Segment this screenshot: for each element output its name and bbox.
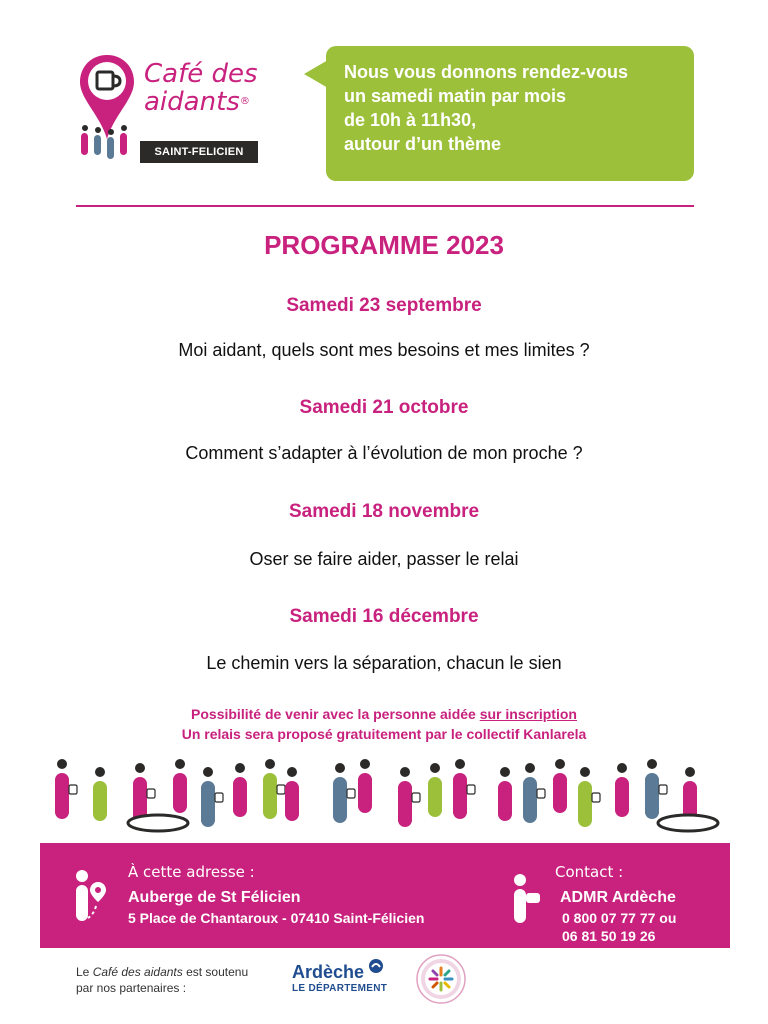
contact-label: Contact :	[555, 863, 624, 881]
person-body	[615, 777, 629, 817]
person-body	[553, 773, 567, 813]
person-head	[400, 767, 410, 777]
address-venue: Auberge de St Félicien	[128, 889, 301, 906]
intro-line: autour d’un thème	[344, 134, 501, 154]
person-head	[235, 763, 245, 773]
divider	[76, 205, 694, 207]
info-band	[40, 843, 730, 948]
coffee-cup-icon	[69, 785, 77, 794]
person-body	[428, 777, 442, 817]
person-body	[285, 781, 299, 821]
coffee-cup-icon	[592, 793, 600, 802]
person-body	[523, 777, 537, 823]
partner-collective-logo-icon	[415, 953, 467, 1005]
coffee-cup-icon	[537, 789, 545, 798]
contact-org: ADMR Ardèche	[560, 889, 676, 906]
person-head	[95, 767, 105, 777]
session-theme: Le chemin vers la séparation, chacun le sien	[206, 653, 562, 673]
registration-link[interactable]: sur inscription	[479, 706, 577, 722]
partners-note-text: Le	[76, 965, 93, 979]
coffee-cup-icon	[147, 789, 155, 798]
person-body	[173, 773, 187, 813]
logo-people-icon	[78, 122, 138, 170]
ardeche-mark-icon	[368, 958, 384, 974]
person-body	[358, 773, 372, 813]
address-street: 5 Place de Chantaroux - 07410 Saint-Félicien	[128, 910, 425, 926]
intro-line: de 10h à 11h30,	[344, 110, 477, 130]
person-head	[135, 763, 145, 773]
info-person-icon	[508, 873, 542, 925]
person-body	[263, 773, 277, 819]
partners-note-text: est soutenu	[182, 965, 249, 979]
logo-location-badge: SAINT-FELICIEN	[140, 141, 258, 163]
people-illustration	[40, 755, 730, 835]
ardeche-logo	[292, 962, 387, 994]
person-head	[57, 759, 67, 769]
person-body	[55, 773, 69, 819]
intro-text	[344, 60, 684, 156]
location-pin-person-icon	[72, 868, 108, 926]
person-head	[555, 759, 565, 769]
person-head	[265, 759, 275, 769]
logo-line-2: aidants	[144, 87, 240, 117]
contact-phone-1: 0 800 07 77 77 ou	[562, 910, 677, 926]
session-date: Samedi 23 septembre	[286, 295, 482, 316]
person-body	[93, 781, 107, 821]
person-head	[175, 759, 185, 769]
cafe-table	[128, 815, 188, 831]
logo-wordmark	[144, 60, 258, 116]
address-label: À cette adresse :	[128, 863, 255, 881]
ardeche-subtitle: LE DÉPARTEMENT	[292, 983, 388, 994]
registration-note-text: Possibilité de venir avec la personne aidée	[191, 706, 480, 722]
intro-line: un samedi matin par mois	[344, 86, 567, 106]
ardeche-name: Ardèche	[292, 962, 365, 982]
coffee-cup-icon	[412, 793, 420, 802]
person-head	[360, 759, 370, 769]
person-body	[453, 773, 467, 819]
person-head	[685, 767, 695, 777]
person-body	[645, 773, 659, 819]
contact-phone-2: 06 81 50 19 26	[562, 928, 656, 944]
program-title: PROGRAMME 2023	[264, 230, 504, 260]
person-body	[398, 781, 412, 827]
coffee-cup-icon	[659, 785, 667, 794]
partners-note-line-2: par nos partenaires :	[76, 981, 187, 995]
bubble-tail	[304, 60, 328, 88]
partners-note-brand: Café des aidants	[92, 965, 183, 979]
session-date: Samedi 16 décembre	[289, 606, 479, 627]
person-head	[430, 763, 440, 773]
session-theme: Oser se faire aider, passer le relai	[249, 549, 519, 569]
person-head	[617, 763, 627, 773]
coffee-cup-icon	[467, 785, 475, 794]
person-head	[335, 763, 345, 773]
person-body	[333, 777, 347, 823]
coffee-cup-icon	[347, 789, 355, 798]
person-head	[455, 759, 465, 769]
person-body	[201, 781, 215, 827]
person-head	[525, 763, 535, 773]
intro-line: Nous vous donnons rendez-vous	[344, 62, 629, 82]
person-head	[580, 767, 590, 777]
person-body	[578, 781, 592, 827]
relay-note: Un relais sera proposé gratuitement par le collectif Kanlarela	[181, 726, 587, 742]
person-head	[203, 767, 213, 777]
logo-line-1: Café des	[144, 59, 258, 89]
person-head	[500, 767, 510, 777]
session-date: Samedi 18 novembre	[288, 501, 480, 522]
person-body	[233, 777, 247, 817]
cafe-table	[658, 815, 718, 831]
person-head	[287, 767, 297, 777]
registered-mark: ®	[239, 96, 250, 107]
coffee-cup-icon	[277, 785, 285, 794]
session-theme: Moi aidant, quels sont mes besoins et mes limites ?	[178, 340, 590, 360]
session-theme: Comment s’adapter à l’évolution de mon proche ?	[185, 443, 583, 463]
registration-note	[0, 706, 768, 722]
session-date: Samedi 21 octobre	[299, 397, 469, 418]
person-body	[498, 781, 512, 821]
person-head	[647, 759, 657, 769]
partners-note	[76, 964, 248, 996]
coffee-cup-icon	[215, 793, 223, 802]
